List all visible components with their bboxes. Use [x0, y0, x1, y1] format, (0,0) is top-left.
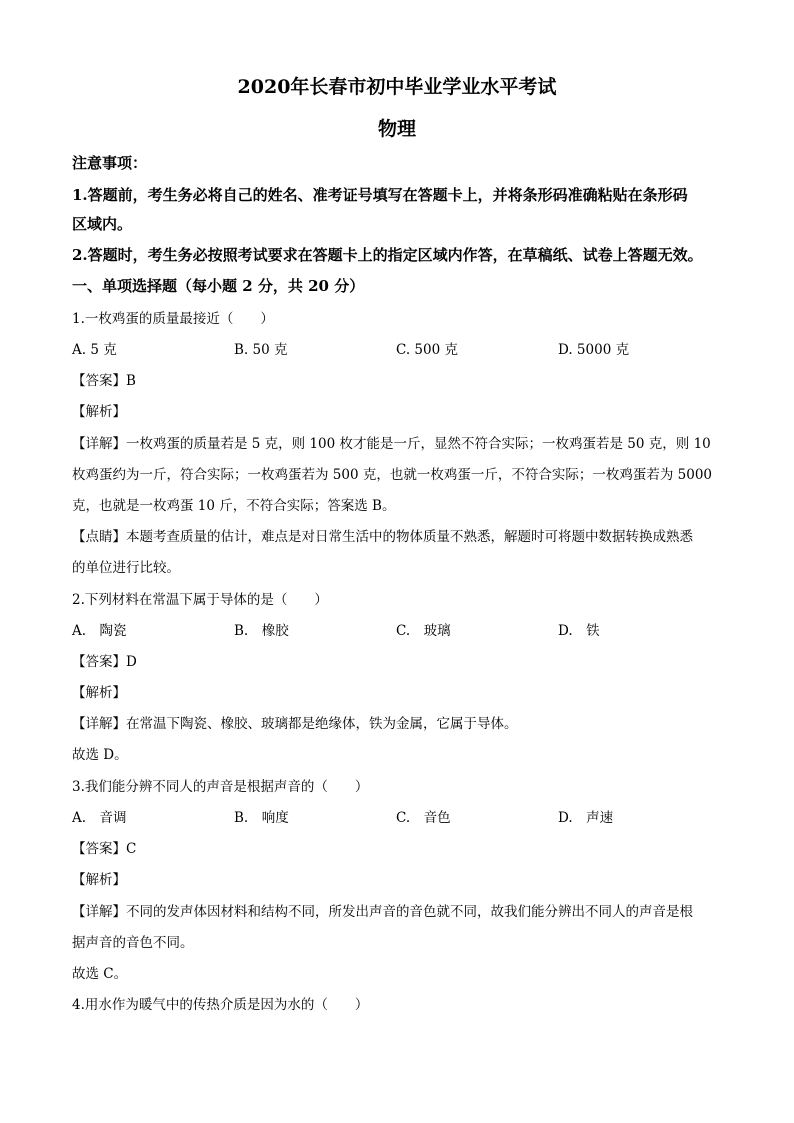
option-d: D. 铁 [558, 623, 600, 639]
detail-text: 克，也就是一枚鸡蛋 10 斤，不符合实际；答案选 B。 [72, 498, 396, 514]
detail-text: 据声音的音色不同。 [72, 935, 194, 951]
option-b: B. 橡胶 [234, 623, 289, 639]
option-c: C. 音色 [396, 810, 451, 826]
answer-label: 【答案】D [72, 654, 137, 670]
answer-label: 【答案】C [72, 841, 137, 857]
detail-text: 【详解】在常温下陶瓷、橡胶、玻璃都是绝缘体，铁为金属，它属于导体。 [72, 716, 518, 732]
point-text: 的单位进行比较。 [72, 560, 180, 576]
point-text: 【点睛】本题考查质量的估计，难点是对日常生活中的物体质量不熟悉，解题时可将题中数据转换成熟悉 [72, 529, 693, 545]
detail-text: 枚鸡蛋约为一斤，符合实际；一枚鸡蛋若为 500 克，也就一枚鸡蛋一斤，不符合实际；一枚鸡蛋若为 5000 [72, 467, 712, 483]
option-d: D. 5000 克 [558, 342, 630, 358]
question-options [72, 619, 732, 639]
question-stem: 3.我们能分辨不同人的声音是根据声音的（ ） [72, 779, 369, 795]
analysis-label: 【解析】 [72, 872, 126, 888]
question-stem: 1.一枚鸡蛋的质量最接近（ ） [72, 311, 274, 327]
option-a: A. 5 克 [72, 342, 117, 358]
option-a: A. 陶瓷 [72, 623, 127, 639]
analysis-label: 【解析】 [72, 404, 126, 420]
conclusion-text: 故选 C。 [72, 966, 128, 982]
conclusion-text: 故选 D。 [72, 747, 128, 763]
page-title: 2020年长春市初中毕业学业水平考试 [237, 76, 557, 98]
notice-item-1-cont: 区域内。 [72, 215, 133, 233]
question-stem: 4.用水作为暖气中的传热介质是因为水的（ ） [72, 997, 369, 1013]
detail-text: 【详解】不同的发声体因材料和结构不同，所发出声音的音色就不同，故我们能分辨出不同人的声音是根 [72, 904, 693, 920]
option-d: D. 声速 [558, 810, 614, 826]
question-options [72, 806, 732, 826]
question-stem: 2.下列材料在常温下属于导体的是（ ） [72, 592, 328, 608]
section-heading: 一、单项选择题（每小题 2 分，共 20 分） [72, 277, 365, 295]
answer-label: 【答案】B [72, 373, 136, 389]
subject-title: 物理 [377, 118, 416, 140]
analysis-label: 【解析】 [72, 685, 126, 701]
notice-item-2: 2.答题时，考生务必按照考试要求在答题卡上的指定区域内作答，在草稿纸、试卷上答题无效。 [72, 246, 703, 264]
option-b: B. 响度 [234, 810, 289, 826]
option-a: A. 音调 [72, 810, 127, 826]
option-c: C. 500 克 [396, 342, 458, 358]
option-b: B. 50 克 [234, 342, 288, 358]
notice-item-1: 1.答题前，考生务必将自己的姓名、准考证号填写在答题卡上，并将条形码准确粘贴在条形码 [72, 186, 688, 204]
question-options [72, 338, 732, 358]
notice-heading: 注意事项： [72, 154, 148, 172]
detail-text: 【详解】一枚鸡蛋的质量若是 5 克，则 100 枚才能是一斤，显然不符合实际；一枚鸡蛋若是 50 克，则 10 [72, 436, 711, 452]
option-c: C. 玻璃 [396, 623, 451, 639]
